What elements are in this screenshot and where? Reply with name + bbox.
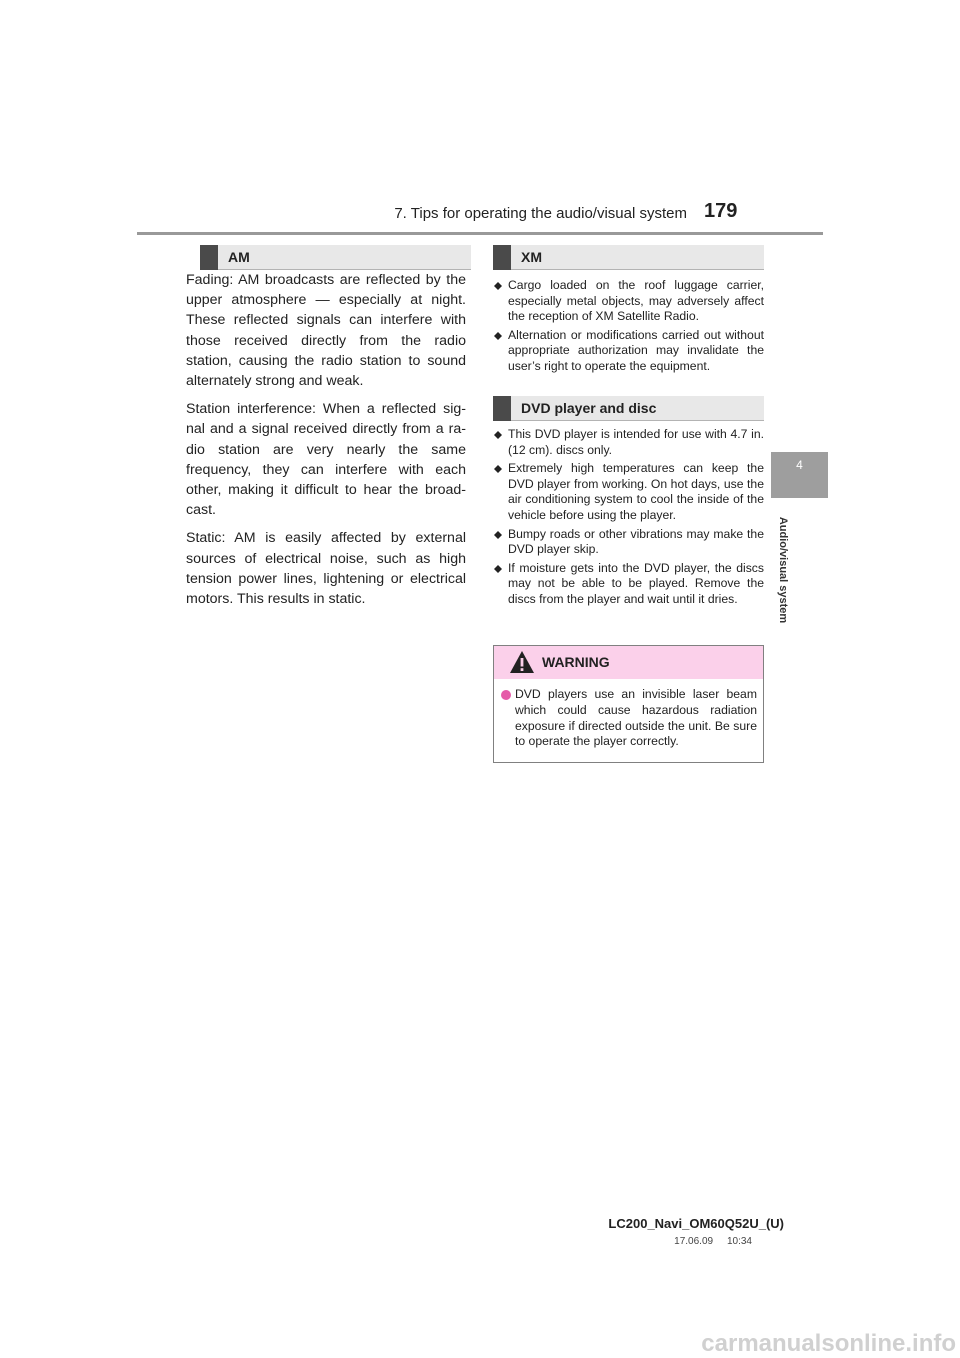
- diamond-bullet-icon: [494, 465, 502, 473]
- diamond-bullet-icon: [494, 531, 502, 539]
- section-heading-xm: [493, 245, 764, 270]
- heading-square-icon: [200, 245, 218, 270]
- xm-body: [494, 278, 764, 378]
- dvd-body: [494, 427, 764, 611]
- list-item: Cargo loaded on the roof luggage carrier, especially metal objects, may adversely affect the reception of XM Satellite Radio.: [494, 278, 764, 325]
- am-body: [186, 270, 466, 617]
- list-item: Bumpy roads or other vibrations may make the DVD player skip.: [494, 527, 764, 558]
- am-paragraph-fading: Fading: AM broadcasts are reflected by the upper atmosphere — especially at night. These reflected signals can interfere with those received directly from the radio station, causing the radio station to sound alternately strong and weak.: [186, 272, 466, 390]
- header-divider: [137, 232, 823, 235]
- list-item: If moisture gets into the DVD player, the discs may not be able to be played. Remove the discs from the player and wait until it dries.: [494, 561, 764, 608]
- diamond-bullet-icon: [494, 565, 502, 573]
- page-header-title: 7. Tips for operating the audio/visual system: [394, 205, 687, 222]
- heading-square-icon: [493, 245, 511, 270]
- footer-timestamp: 17.06.09 10:34: [674, 1236, 752, 1247]
- list-item: This DVD player is intended for use with 4.7 in. (12 cm). discs only.: [494, 427, 764, 458]
- list-item: Extremely high temperatures can keep the DVD player from working. On hot days, use the air conditioning system to cool the inside of the vehicle before using the player.: [494, 461, 764, 523]
- warning-triangle-icon: [509, 650, 535, 674]
- warning-header: [494, 646, 763, 679]
- section-heading-dvd: [493, 396, 764, 421]
- page-number: 179: [704, 200, 738, 222]
- section-heading-am: [200, 245, 471, 270]
- diamond-bullet-icon: [494, 282, 502, 290]
- chapter-number: 4: [796, 458, 803, 472]
- heading-square-icon: [493, 396, 511, 421]
- footer-document-code: LC200_Navi_OM60Q52U_(U): [608, 1216, 784, 1231]
- section-heading-text: AM: [228, 249, 250, 265]
- am-paragraph-static: Static: AM is easily affected by external sources of electrical noise, such as high tension power lines, lightening or electrical motors. This results in static.: [186, 530, 466, 608]
- section-heading-text: DVD player and disc: [521, 400, 657, 416]
- diamond-bullet-icon: [494, 332, 502, 340]
- chapter-title-text: Audio/visual system: [777, 516, 789, 624]
- chapter-title-vertical: [776, 508, 790, 632]
- list-item: Alternation or modifications carried out without appropriate authorization may invalidate the user’s right to operate the equipment.: [494, 328, 764, 375]
- warning-label: WARNING: [542, 654, 610, 670]
- section-heading-text: XM: [521, 249, 542, 265]
- diamond-bullet-icon: [494, 431, 502, 439]
- am-paragraph-interference: Station interference: When a reflected sig- nal and a signal received directly from a ra- dio station are very nearly the same frequency, they can interfere with each other, making it difficult to hear the broad- cast.: [186, 401, 466, 519]
- warning-bullet-icon: [501, 690, 511, 700]
- warning-box: [493, 645, 764, 763]
- watermark: carmanualsonline.info: [701, 1330, 956, 1357]
- warning-item: DVD players use an invisible laser beam which could cause hazardous radiation exposure if directed outside the unit. Be sure to operate the player correctly.: [501, 687, 757, 750]
